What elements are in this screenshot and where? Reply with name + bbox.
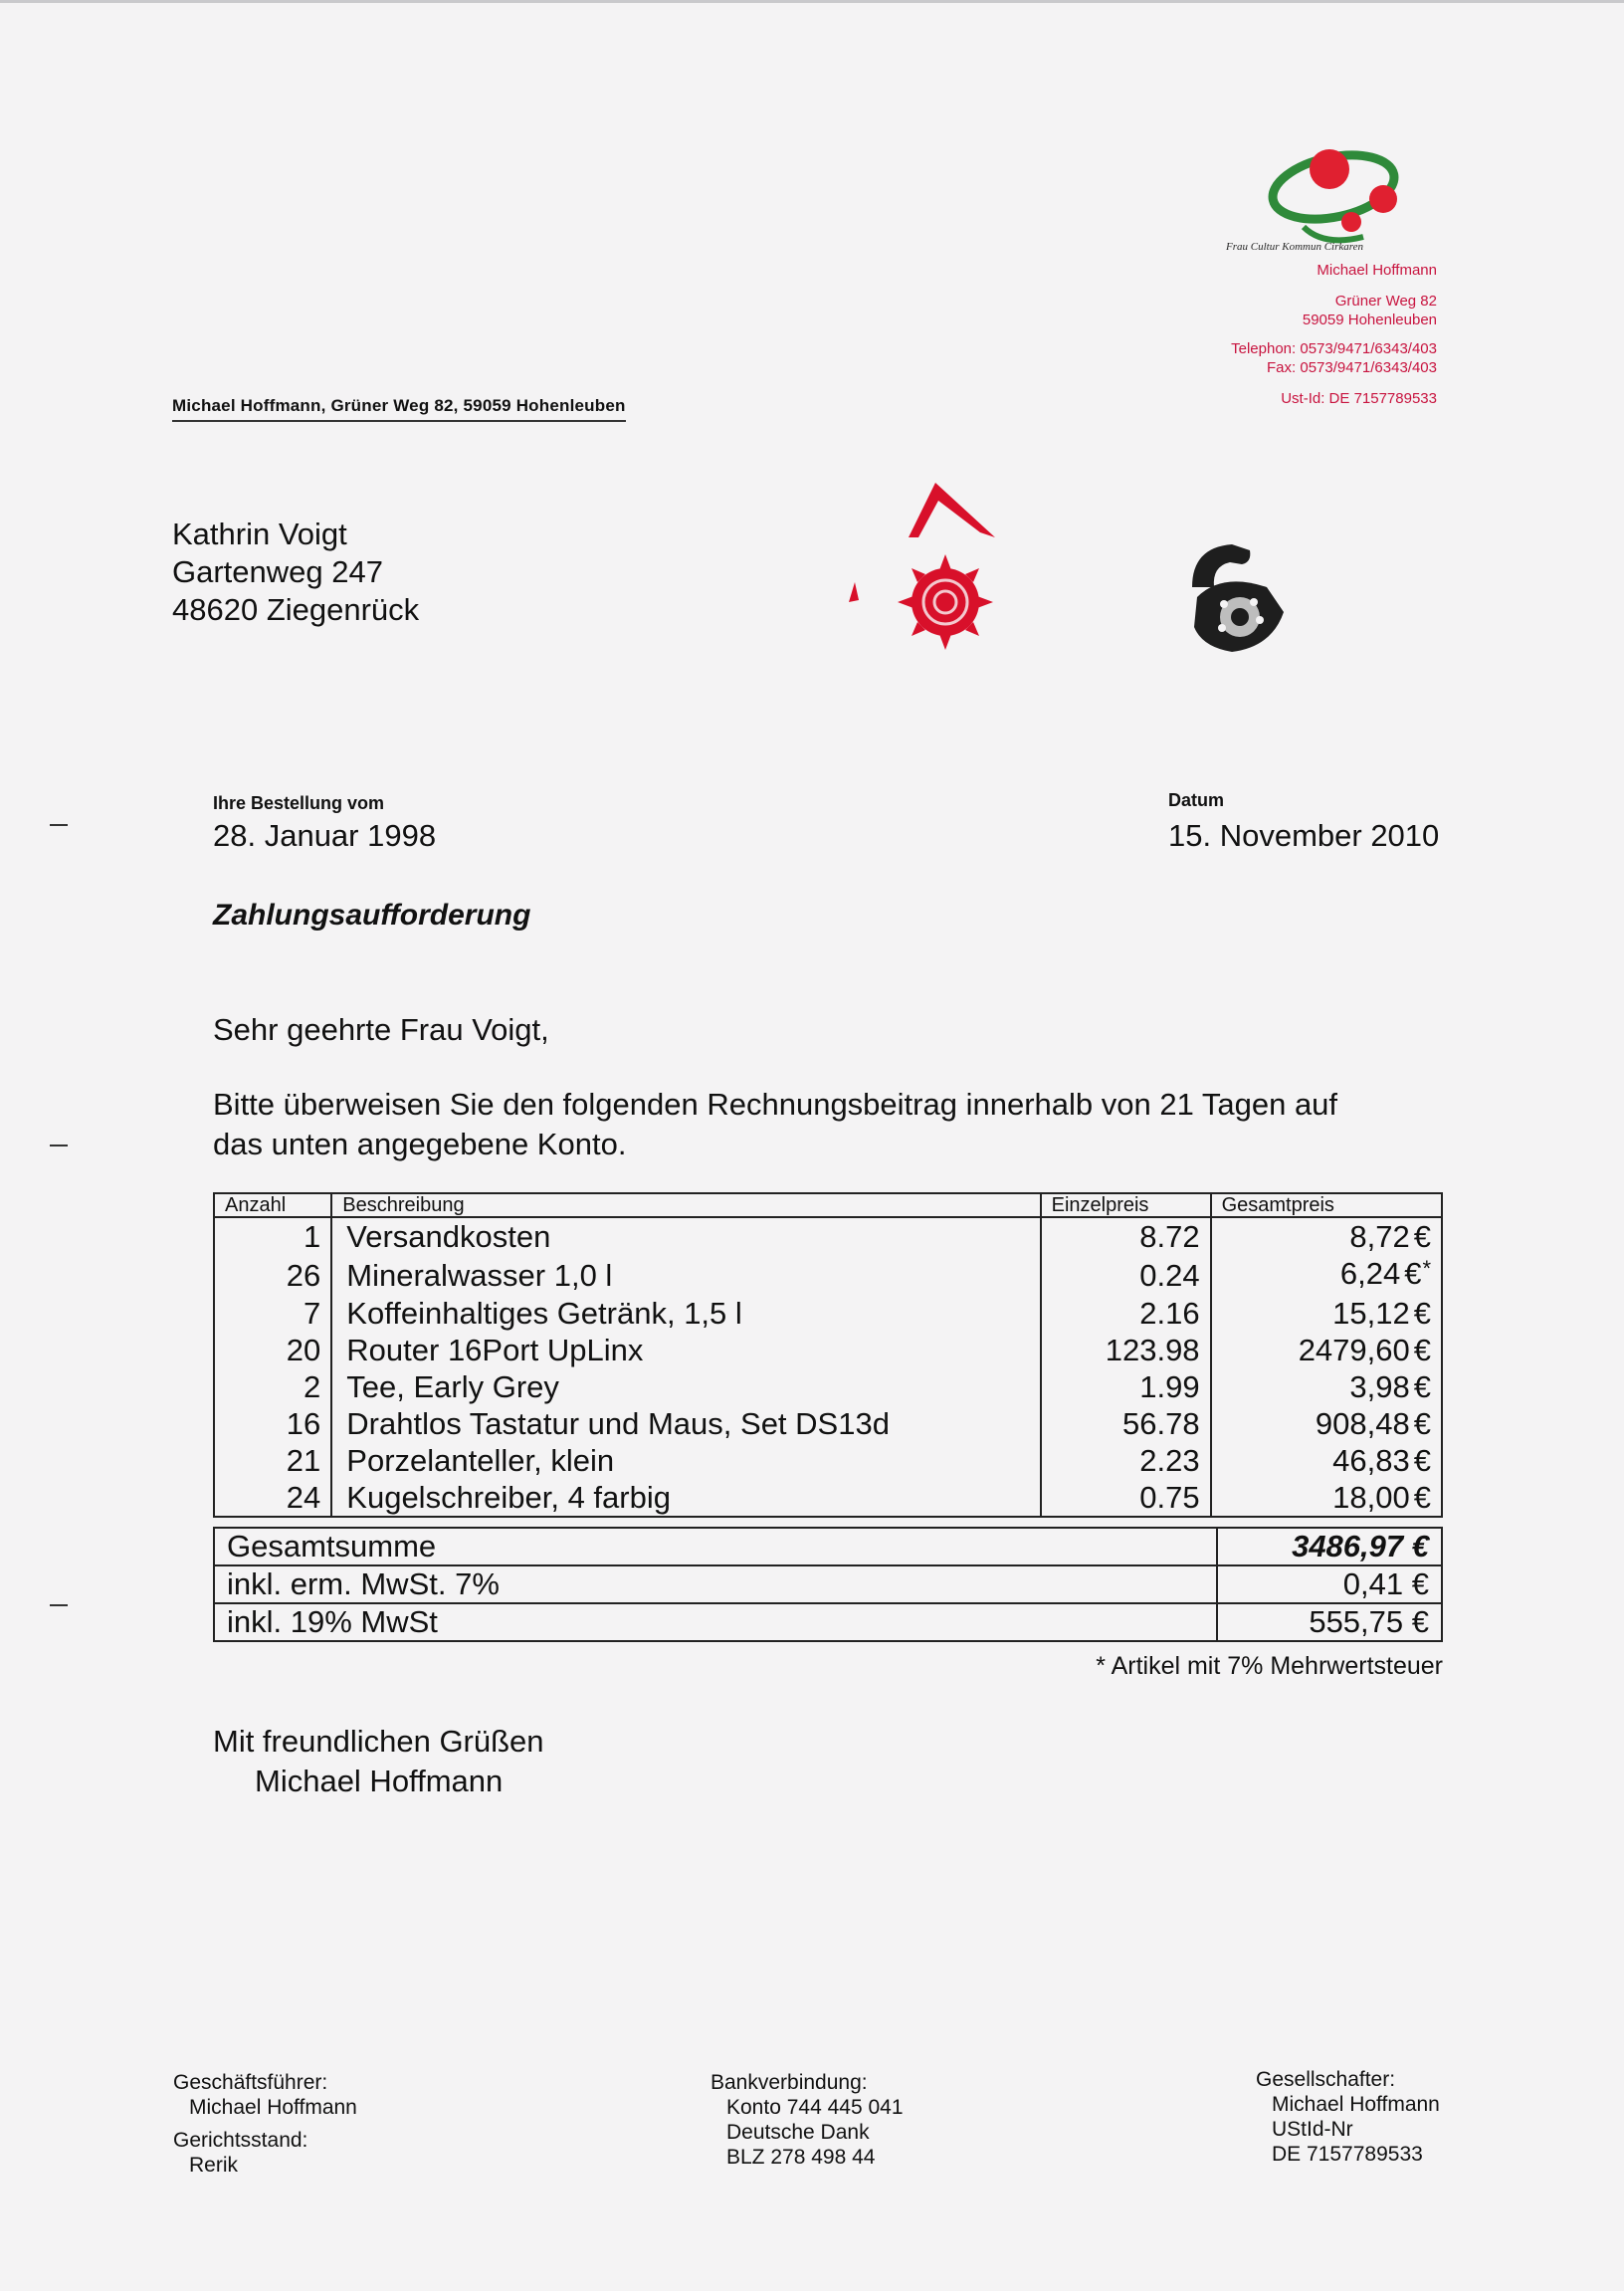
order-date: 28. Januar 1998 [213, 818, 437, 853]
item-unit-price: 8.72 [1041, 1217, 1211, 1255]
fold-mark-middle [50, 1145, 68, 1146]
item-total-cell [1211, 1255, 1442, 1295]
item-description: Kugelschreiber, 4 farbig [331, 1479, 1040, 1517]
header-total-price: Gesamtpreis [1211, 1193, 1442, 1217]
grand-total-value: 3486,97 € [1217, 1528, 1442, 1565]
bank-blz: BLZ 278 498 44 [726, 2146, 876, 2169]
item-currency: € [1413, 1219, 1431, 1254]
totals-table [213, 1527, 1443, 1642]
table-row [214, 1405, 1442, 1442]
ceo-label: Geschäftsführer: [173, 2071, 328, 2094]
document-date: 15. November 2010 [1168, 818, 1440, 853]
recipient-name: Kathrin Voigt [172, 517, 347, 551]
item-total-price: 6,24 [1339, 1256, 1401, 1291]
item-unit-price: 1.99 [1041, 1368, 1211, 1405]
telephone-stamp-icon [1172, 532, 1302, 662]
item-unit-price: 2.16 [1041, 1295, 1211, 1332]
fax-number: 0573/9471/6343/403 [1300, 359, 1437, 376]
recipient-city: 48620 Ziegenrück [172, 592, 420, 627]
item-unit-price: 123.98 [1041, 1332, 1211, 1368]
ustid-label: UStId-Nr [1272, 2118, 1353, 2141]
item-total-cell [1211, 1368, 1442, 1405]
item-total-price: 8,72 [1349, 1219, 1410, 1254]
item-total-cell [1211, 1442, 1442, 1479]
fold-mark-bottom [50, 1604, 68, 1606]
item-unit-price: 56.78 [1041, 1405, 1211, 1442]
table-row [214, 1368, 1442, 1405]
bank-name: Deutsche Dank [726, 2121, 870, 2144]
item-total-cell [1211, 1217, 1442, 1255]
table-row [214, 1217, 1442, 1255]
letterhead-city: 59059 Hohenleuben [1302, 312, 1437, 328]
item-quantity: 16 [214, 1405, 331, 1442]
item-currency: € [1413, 1333, 1431, 1367]
reduced-vat-label: inkl. erm. MwSt. 7% [214, 1565, 1217, 1603]
salutation: Sehr geehrte Frau Voigt, [213, 1012, 549, 1047]
partner-name: Michael Hoffmann [1272, 2093, 1440, 2116]
item-unit-price: 2.23 [1041, 1442, 1211, 1479]
full-vat-value: 555,75 € [1217, 1603, 1442, 1641]
item-currency: € [1404, 1256, 1422, 1291]
letter-body [213, 1085, 1457, 1164]
item-quantity: 7 [214, 1295, 331, 1332]
item-total-price: 18,00 [1332, 1480, 1410, 1515]
red-stamp-icon [841, 483, 1010, 657]
vat-reduced-marker: * [1422, 1256, 1431, 1281]
signature-name: Michael Hoffmann [255, 1764, 504, 1798]
header-qty: Anzahl [214, 1193, 331, 1217]
grand-total-row [214, 1528, 1442, 1565]
table-row [214, 1479, 1442, 1517]
item-total-price: 46,83 [1332, 1443, 1410, 1478]
header-description: Beschreibung [331, 1193, 1040, 1217]
item-quantity: 21 [214, 1442, 331, 1479]
item-total-cell [1211, 1332, 1442, 1368]
header-unit-price: Einzelpreis [1041, 1193, 1211, 1217]
item-total-cell [1211, 1479, 1442, 1517]
logo-text: Frau Cultur Kommun Cirkaren [1226, 241, 1364, 253]
item-currency: € [1413, 1480, 1431, 1515]
footer-bank [710, 2070, 904, 2170]
sender-return-address: Michael Hoffmann, Grüner Weg 82, 59059 Hohenleuben [172, 396, 626, 422]
telephone-number: 0573/9471/6343/403 [1300, 340, 1437, 357]
closing [213, 1722, 544, 1801]
item-quantity: 2 [214, 1368, 331, 1405]
table-header-row [214, 1193, 1442, 1217]
item-description: Drahtlos Tastatur und Maus, Set DS13d [331, 1405, 1040, 1442]
reduced-vat-value: 0,41 € [1217, 1565, 1442, 1603]
order-date-label: Ihre Bestellung vom [213, 793, 385, 813]
item-total-price: 2479,60 [1298, 1333, 1410, 1367]
table-row [214, 1295, 1442, 1332]
letterhead-name: Michael Hoffmann [1317, 262, 1437, 279]
item-quantity: 24 [214, 1479, 331, 1517]
item-description: Koffeinhaltiges Getränk, 1,5 l [331, 1295, 1040, 1332]
item-currency: € [1413, 1296, 1431, 1331]
item-description: Tee, Early Grey [331, 1368, 1040, 1405]
item-description: Router 16Port UpLinx [331, 1332, 1040, 1368]
item-quantity: 1 [214, 1217, 331, 1255]
closing-phrase: Mit freundlichen Grüßen [213, 1724, 544, 1759]
item-description: Versandkosten [331, 1217, 1040, 1255]
letterhead-address [1231, 261, 1437, 408]
page-top-edge [0, 0, 1624, 3]
item-currency: € [1413, 1443, 1431, 1478]
recipient-address [172, 516, 419, 629]
order-date-block [213, 793, 436, 854]
letterhead-street: Grüner Weg 82 [1334, 293, 1437, 310]
grand-total-label: Gesamtsumme [214, 1528, 1217, 1565]
table-row [214, 1442, 1442, 1479]
full-vat-label: inkl. 19% MwSt [214, 1603, 1217, 1641]
item-total-price: 3,98 [1349, 1369, 1410, 1404]
court-label: Gerichtsstand: [173, 2129, 308, 2152]
telephone-label: Telephon: [1231, 340, 1297, 357]
footer-management [173, 2070, 357, 2178]
ustid-number: DE 7157789533 [1272, 2143, 1423, 2166]
item-total-cell [1211, 1295, 1442, 1332]
table-row [214, 1332, 1442, 1368]
invoice-items-table [213, 1192, 1443, 1518]
bank-account: Konto 744 445 041 [726, 2096, 904, 2119]
document-date-block [1168, 790, 1439, 854]
reduced-vat-row [214, 1565, 1442, 1603]
item-description: Porzelanteller, klein [331, 1442, 1040, 1479]
letterhead-ustid: Ust-Id: DE 7157789533 [1281, 390, 1437, 407]
recipient-street: Gartenweg 247 [172, 554, 383, 589]
partner-label: Gesellschafter: [1256, 2068, 1396, 2091]
item-description: Mineralwasser 1,0 l [331, 1255, 1040, 1295]
body-line-1: Bitte überweisen Sie den folgenden Rechnungsbeitrag innerhalb von 21 Tagen auf [213, 1087, 1338, 1122]
vat-footnote: * Artikel mit 7% Mehrwertsteuer [1096, 1652, 1443, 1680]
item-total-cell [1211, 1405, 1442, 1442]
item-total-price: 908,48 [1315, 1406, 1410, 1441]
ceo-name: Michael Hoffmann [189, 2096, 357, 2119]
item-currency: € [1413, 1406, 1431, 1441]
item-total-price: 15,12 [1332, 1296, 1410, 1331]
document-date-label: Datum [1168, 790, 1225, 810]
company-logo [1226, 127, 1433, 257]
bank-label: Bankverbindung: [710, 2071, 868, 2094]
court-name: Rerik [189, 2154, 239, 2177]
fold-mark-top [50, 824, 68, 826]
table-row [214, 1255, 1442, 1295]
item-unit-price: 0.24 [1041, 1255, 1211, 1295]
footer-partners [1256, 2067, 1440, 2167]
letter-subject: Zahlungsaufforderung [213, 899, 531, 932]
item-quantity: 20 [214, 1332, 331, 1368]
item-currency: € [1413, 1369, 1431, 1404]
item-unit-price: 0.75 [1041, 1479, 1211, 1517]
full-vat-row [214, 1603, 1442, 1641]
item-quantity: 26 [214, 1255, 331, 1295]
body-line-2: das unten angegebene Konto. [213, 1127, 627, 1161]
fax-label: Fax: [1267, 359, 1297, 376]
